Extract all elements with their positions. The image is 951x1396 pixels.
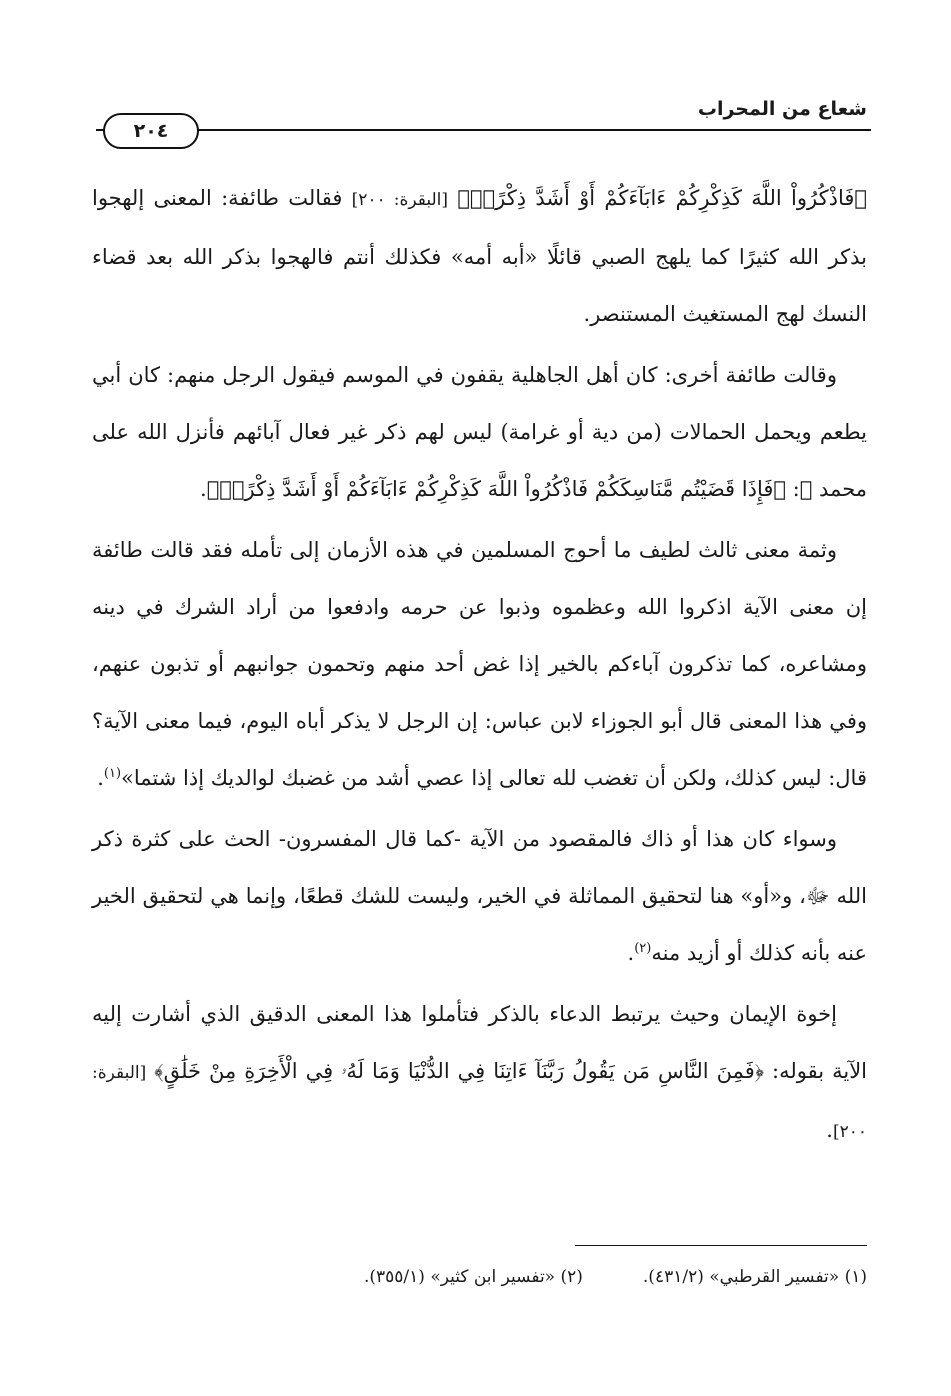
paragraph-text: فقالت طائفة: المعنى إلهجوا بذكر الله كثيرًا كما يلهج الصبي قائلًا «أبه أمه» فكذلك أنتم فالهجوا بذكر الله بعد قضاء النسك لهج المستغيث المستنصر. bbox=[92, 186, 867, 326]
body-text bbox=[92, 170, 867, 1165]
footnote-marker: (١) bbox=[103, 766, 122, 781]
paragraph-4 bbox=[92, 811, 867, 982]
footnote-rule bbox=[575, 1245, 867, 1246]
paragraph-end: . bbox=[97, 766, 104, 790]
footnote-2: (٢) «تفسير ابن كثير» (٣٥٥/١). bbox=[363, 1267, 583, 1287]
paragraph-end: . bbox=[200, 477, 207, 501]
paragraph-5 bbox=[92, 986, 867, 1161]
header-rule bbox=[96, 129, 871, 131]
quran-verse: ﴿فَإِذَا قَضَيْتُم مَّنَاسِكَكُمْ فَاذْكُرُواْ اللَّهَ كَذِكْرِكُمْ ءَابَآءَكُمْ أَوْ أَشَدَّ ذِكْرًاۗ﴾ bbox=[206, 477, 786, 501]
paragraph-text: وسواء كان هذا أو ذاك فالمقصود من الآية -كما قال المفسرون- الحث على كثرة ذكر الله ﷻ، و«أو» هنا لتحقيق المماثلة في الخير، وليست للشك قطعًا، وإنما هي لتحقيق الخير عنه بأنه كذلك أو أزيد منه bbox=[92, 827, 867, 965]
footnote-1: (١) «تفسير القرطبي» (٤٣١/٢). bbox=[642, 1267, 867, 1287]
paragraph-2 bbox=[92, 347, 867, 518]
quran-verse: ﴿فَاذْكُرُواْ اللَّهَ كَذِكْرِكُمْ ءَابَآءَكُمْ أَوْ أَشَدَّ ذِكْرًاۗ﴾ bbox=[457, 186, 867, 210]
paragraph-3 bbox=[92, 522, 867, 807]
paragraph-text: وقالت طائفة أخرى: كان أهل الجاهلية يقفون في الموسم فيقول الرجل منهم: كان أبي يطعم ويحمل الحمالات (من دية أو غرامة) ليس لهم ذكر غير فعال آبائهم فأنزل الله على محمد ﷺ: bbox=[92, 363, 867, 501]
page-number-badge bbox=[103, 113, 199, 149]
quran-verse: ﴿فَمِنَ النَّاسِ مَن يَقُولُ رَبَّنَآ ءَاتِنَا فِي الدُّنْيَا وَمَا لَهُۥ فِي الْأَخِرَةِ مِنْ خَلَٰقٍ﴾ bbox=[154, 1059, 765, 1083]
paragraph-text: إخوة الإيمان وحيث يرتبط الدعاء بالذكر فتأملوا هذا المعنى الدقيق الذي أشارت إليه الآية بقوله: bbox=[92, 1002, 868, 1083]
paragraph-end: . bbox=[627, 941, 635, 965]
paragraph-end: . bbox=[826, 1118, 833, 1142]
paragraph-text: وثمة معنى ثالث لطيف ما أحوج المسلمين في هذه الأزمان إلى تأمله فقد قالت طائفة إن معنى الآية اذكروا الله وعظموه وذبوا عن حرمه وادفعوا من أراد الشرك في دينه ومشاعره، كما تذكرون آباءكم بالخير إذا غض أحد منهم وتحمون جوانبهم أو تذبون عنهم، وفي هذا المعنى قال أبو الجوزاء لابن عباس: إن الرجل لا يذكر أباه اليوم، فيما معنى الآية؟ قال: ليس كذلك، ولكن أن تغضب لله تعالى إذا عصي أشد من غضبك لوالديك إذا شتما» bbox=[92, 538, 867, 790]
footnotes bbox=[87, 1262, 867, 1292]
verse-reference: [البقرة: ٢٠٠] bbox=[351, 190, 449, 210]
running-header-title: شعاع من المحراب bbox=[697, 98, 867, 120]
page-number: ٢٠٤ bbox=[133, 120, 169, 142]
footnote-marker: (٢) bbox=[634, 941, 652, 956]
paragraph-1 bbox=[92, 170, 867, 343]
verse-reference: [البقرة: ٢٠٠] bbox=[92, 1063, 867, 1142]
